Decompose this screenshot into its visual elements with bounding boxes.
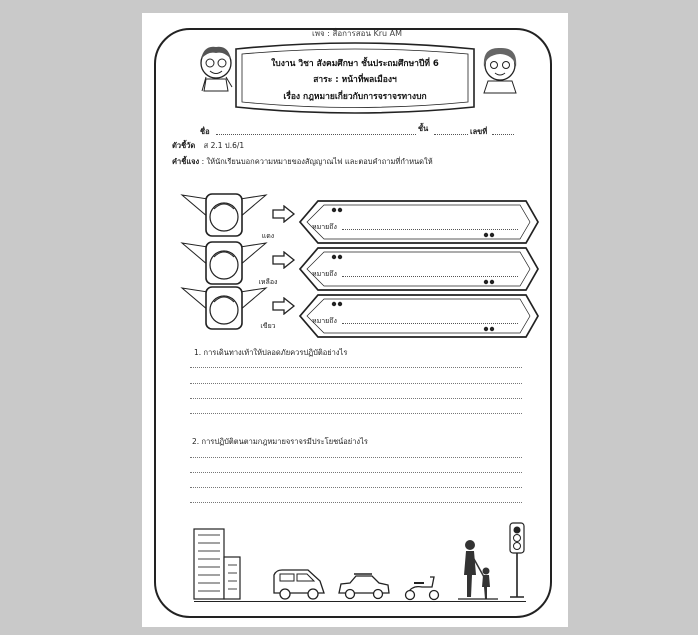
girl-mascot-icon — [476, 43, 524, 95]
instruction-text: : ให้นักเรียนบอกความหมายของสัญญาณไฟ และตอบคำถามที่กำหนดให้ — [201, 157, 433, 166]
answer-blank-green[interactable] — [342, 323, 518, 324]
arrow-right-icon — [272, 205, 296, 223]
light-label-red: แดง — [261, 232, 275, 240]
answer-line[interactable] — [190, 367, 522, 368]
header-line-1: ใบงาน วิชา สังคมศึกษา ชั้นประถมศึกษาปีที่ 6 — [271, 59, 439, 69]
answer-line[interactable] — [190, 413, 522, 414]
boy-mascot-icon — [192, 41, 240, 93]
class-label: ชั้น — [418, 124, 429, 133]
number-blank[interactable] — [492, 134, 514, 135]
arrow-right-icon — [272, 297, 296, 315]
number-label: เลขที่ — [470, 127, 488, 136]
prompt-red: หมายถึง — [312, 223, 337, 231]
van-icon — [270, 567, 328, 601]
light-label-yellow: เหลือง — [258, 278, 278, 286]
light-row-yellow — [180, 241, 278, 289]
page-credit: เพจ : สื่อการสอน Kru AM — [311, 29, 403, 38]
light-row-green — [180, 286, 276, 334]
answer-line[interactable] — [190, 502, 522, 503]
answer-blank-yellow[interactable] — [342, 276, 518, 277]
signal-pole-icon — [504, 521, 530, 601]
building-icon — [192, 523, 242, 601]
indicator-value: ส 2.1 ป.6/1 — [203, 141, 245, 150]
arrow-right-icon — [272, 251, 296, 269]
header-line-3: เรื่อง กฎหมายเกี่ยวกับการจราจรทางบก — [283, 92, 427, 102]
answer-line[interactable] — [190, 398, 522, 399]
worksheet-page — [142, 13, 568, 627]
light-label-green: เขียว — [260, 322, 276, 330]
instruction-label: คำชี้แจง — [172, 157, 200, 166]
header-line-2: สาระ : หน้าที่พลเมืองฯ — [313, 75, 397, 85]
pedestrian-icon — [456, 539, 500, 601]
class-blank[interactable] — [434, 134, 468, 135]
scooter-icon — [402, 573, 442, 601]
answer-line[interactable] — [190, 457, 522, 458]
name-label: ชื่อ — [200, 127, 210, 136]
question-1: 1. การเดินทางเท้าให้ปลอดภัยควรปฏิบัติอย่างไร — [194, 348, 348, 357]
question-2: 2. การปฏิบัติตนตามกฎหมายจราจรมีประโยชน์อย่างไร — [192, 437, 368, 446]
answer-blank-red[interactable] — [342, 229, 518, 230]
car-icon — [336, 571, 392, 601]
light-row-red — [180, 193, 275, 241]
indicator-label: ตัวชี้วัด — [172, 141, 196, 150]
indicator — [172, 140, 244, 152]
ground-line — [194, 601, 526, 602]
name-blank[interactable] — [216, 134, 416, 135]
answer-line[interactable] — [190, 383, 522, 384]
answer-line[interactable] — [190, 472, 522, 473]
instruction — [172, 156, 433, 168]
prompt-yellow: หมายถึง — [312, 270, 337, 278]
answer-line[interactable] — [190, 487, 522, 488]
prompt-green: หมายถึง — [312, 317, 337, 325]
